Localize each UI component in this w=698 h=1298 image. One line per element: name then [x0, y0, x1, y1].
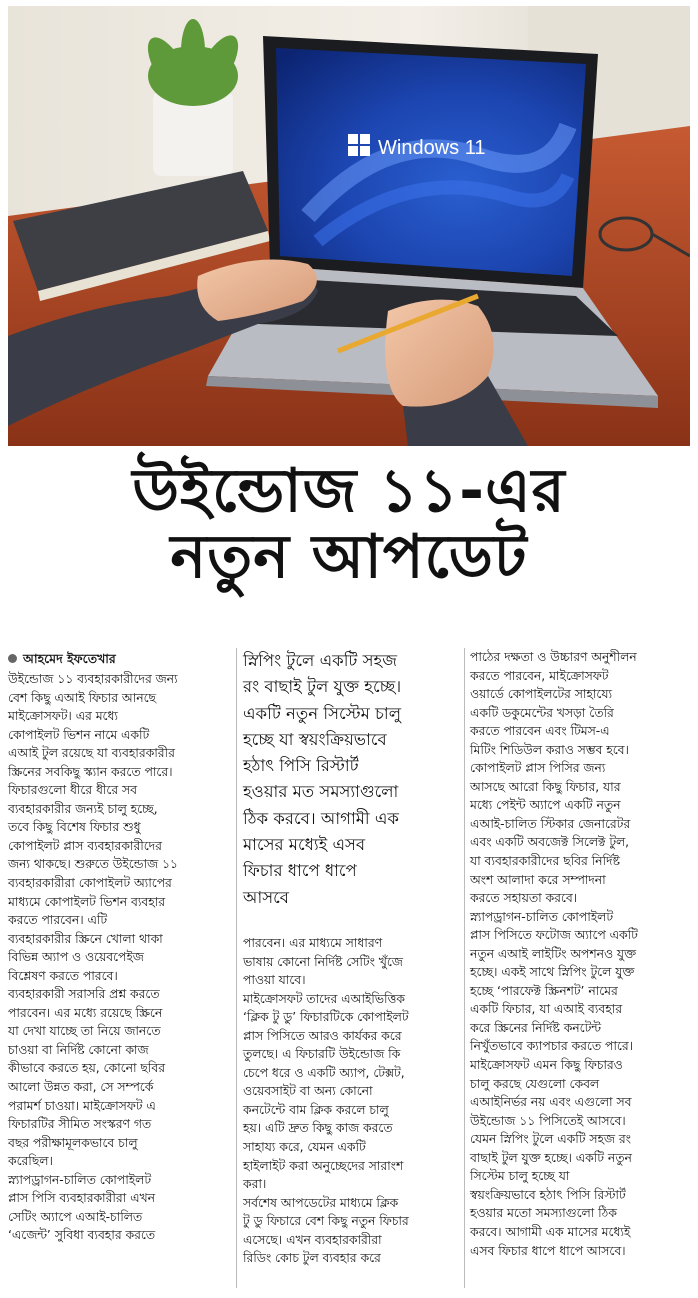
text-line: হচ্ছে। একই সাথে স্নিপিং টুলে যুক্ত — [470, 965, 635, 980]
text-line: মিটিং শিডিউল করাও সম্ভব হবে। — [470, 742, 629, 757]
pull-quote-line: ঠিক করবে। আগামী এক — [243, 808, 399, 828]
text-line: স্বয়ংক্রিয়ভাবে হঠাৎ পিসি রিস্টার্ট — [470, 1187, 626, 1202]
text-line: এবং একটি অবজেক্ট সিলেক্ট টুল, — [470, 835, 630, 850]
text-line: এআই টুল রয়েছে যা ব্যবহারকারীর — [8, 746, 175, 761]
text-line: ‘এজেন্ট’ সুবিধা ব্যবহার করতে — [8, 1228, 156, 1243]
pull-quote — [243, 648, 465, 911]
column-divider — [236, 648, 237, 1288]
article-photo — [8, 6, 690, 446]
headline-line-1: উইন্ডোজ ১১-এর — [132, 456, 566, 526]
text-line: আলো উন্নত করা, সে সম্পর্কে — [8, 1080, 154, 1095]
text-line: মাইক্রোসফট এমন কিছু ফিচারও — [470, 1058, 623, 1073]
text-line: স্ন্যাপড্রাগন-চালিত কোপাইলট — [470, 909, 614, 924]
text-line: পরামর্শ চাওয়া। মাইক্রোসফট এ — [8, 1098, 156, 1113]
text-line: হাইলাইট করা অনুচ্ছেদের সারাংশ — [243, 1158, 404, 1173]
text-line: যেমন স্নিপিং টুলে একটি সহজ রং — [470, 1132, 631, 1147]
article-column-1 — [8, 648, 230, 1245]
text-line: প্লাস পিসিতে ফটোজ অ্যাপে একটি — [470, 928, 638, 943]
pull-quote-line: হওয়ার মত সমস্যাগুলো — [243, 782, 399, 802]
text-line: ওয়েবসাইট বা অন্য কোনো — [243, 1084, 373, 1099]
text-line: বেশ কিছু এআই ফিচার আনছে — [8, 690, 156, 705]
text-line: ওয়ার্ডে কোপাইলটের সাহায্যে — [470, 687, 613, 702]
author-name: আহমেদ ইফতেখার — [23, 651, 116, 666]
text-line: মধ্যে পেইন্ট অ্যাপে একটি নতুন — [470, 798, 621, 813]
text-line: বিশ্লেষণ করতে পারবে। — [8, 968, 118, 983]
bullet-icon — [8, 654, 17, 663]
laptop-photo-illustration — [8, 6, 690, 446]
text-line: ভাষায় কোনো নির্দিষ্ট সেটিং খুঁজে — [243, 954, 403, 969]
text-line: বাছাই টুল যুক্ত হচ্ছে। একটি নতুন — [470, 1150, 632, 1165]
article-column-2 — [243, 934, 465, 1268]
text-line: উইন্ডোজ ১১ পিসিতেই আসবে। — [470, 1113, 626, 1128]
column-1-text — [8, 670, 230, 1245]
byline — [8, 648, 230, 670]
text-line: হয়। এটি দ্রুত কিছু কাজ করতে — [243, 1121, 393, 1136]
text-line: জন্য থাকছে। শুরুতে উইন্ডোজ ১১ — [8, 857, 178, 872]
text-line: ‘ক্লিক টু ডু’ ফিচারটিকে কোপাইলট — [243, 1010, 409, 1025]
text-line: উইন্ডোজ ১১ ব্যবহারকারীদের জন্য — [8, 672, 178, 686]
text-line: কীভাবে করতে হয়, কোনো ছবির — [8, 1061, 166, 1076]
text-line: তুলছে। এ ফিচারটি উইন্ডোজ কি — [243, 1047, 401, 1062]
text-line: কোপাইলট প্লাস ব্যবহারকারীদের — [8, 838, 162, 853]
text-line: ব্যবহারকারীরা কোপাইলট অ্যাপের — [8, 876, 172, 891]
text-line: কনটেন্টে বাম ক্লিক করলে চালু — [243, 1102, 389, 1117]
text-line: ফিচারগুলো ধীরে ধীরে সব — [8, 783, 137, 798]
text-line: নতুন এআই লাইটিং অপশনও যুক্ত — [470, 946, 636, 961]
pull-quote-line: হঠাৎ পিসি রিস্টার্ট — [243, 756, 359, 776]
headline-line-2: নতুন আপডেট — [170, 522, 528, 592]
text-line: করতে সহায়তা করবে। — [470, 891, 578, 906]
text-line: করা। — [243, 1177, 267, 1192]
text-line: সাহায্য করে, যেমন একটি — [243, 1140, 366, 1155]
text-line: অংশ আলাদা করে সম্পাদনা — [470, 872, 606, 887]
text-line: বছর পরীক্ষামূলকভাবে চালু — [8, 1135, 138, 1150]
screen-text: Windows 11 — [378, 137, 486, 159]
text-line: নিখুঁতভাবে ক্যাপচার করতে পারে। — [470, 1039, 633, 1054]
headline — [0, 458, 698, 590]
text-line: বিভিন্ন অ্যাপ ও ওয়েবপেইজ — [8, 950, 144, 965]
text-line: সেটিং অ্যাপে এআই-চালিত — [8, 1209, 143, 1224]
text-line: যা দেখা যাচ্ছে তা নিয়ে জানতে — [8, 1024, 161, 1039]
text-line: প্লাস পিসি ব্যবহারকারীরা এখন — [8, 1191, 155, 1206]
text-line: করেছিল। — [8, 1154, 53, 1169]
pull-quote-line: একটি নতুন সিস্টেম চালু — [243, 703, 401, 723]
article-column-3 — [470, 648, 692, 1260]
pull-quote-line: স্নিপিং টুলে একটি সহজ — [243, 651, 397, 670]
pull-quote-line: রং বাছাই টুল যুক্ত হচ্ছে। — [243, 677, 402, 697]
text-line: স্ক্রিনের সবকিছু স্ক্যান করতে পারে। — [8, 764, 173, 779]
text-line: এসব ফিচার ধাপে ধাপে আসবে। — [470, 1243, 626, 1258]
text-line: হচ্ছে ‘পারফেক্ট স্ক্রিনশট’ নামের — [470, 983, 618, 998]
text-line: ব্যবহারকারী সরাসরি প্রশ্ন করতে — [8, 987, 160, 1002]
text-line: পাঠের দক্ষতা ও উচ্চারণ অনুশীলন — [470, 650, 637, 664]
text-line: এআইনির্ভর নয় এবং এগুলো সব — [470, 1095, 632, 1110]
text-line: করতে পারবেন, মাইক্রোসফট — [470, 668, 609, 683]
text-line: স্ন্যাপড্রাগন-চালিত কোপাইলট — [8, 1172, 152, 1187]
text-line: করে স্ক্রিনের নির্দিষ্ট কনটেন্ট — [470, 1020, 601, 1035]
pull-quote-line: আসবে — [243, 887, 289, 907]
text-line: কোপাইলট প্লাস পিসির জন্য — [470, 761, 606, 776]
text-line: মাইক্রোসফট। এর মধ্যে — [8, 709, 118, 724]
text-line: আসছে আরো কিছু ফিচার, যার — [470, 779, 621, 794]
pull-quote-line: হচ্ছে যা স্বয়ংক্রিয়ভাবে — [243, 729, 387, 749]
text-line: পারবেন। এর মাধ্যমে সাধারণ — [243, 936, 383, 950]
text-line: এসেছে। এখন ব্যবহারকারীরা — [243, 1232, 382, 1247]
text-line: পাওয়া যাবে। — [243, 973, 306, 988]
text-line: এআই-চালিত স্টিকার জেনারেটর — [470, 816, 631, 831]
text-line: পারবেন। এর মধ্যে রয়েছে স্ক্রিনে — [8, 1005, 163, 1020]
text-line: করবে। আগামী এক মাসের মধ্যেই — [470, 1224, 631, 1239]
text-line: করতে পারবেন। এটি — [8, 913, 108, 928]
text-line: একটি ফিচার, যা এআই ব্যবহার — [470, 1002, 622, 1017]
text-line: ব্যবহারকারীর স্ক্রিনে খোলা থাকা — [8, 931, 163, 946]
text-line: প্লাস পিসিতে আরও কার্যকর করে — [243, 1028, 402, 1043]
text-line: একটি ডকুমেন্টের খসড়া তৈরি — [470, 705, 614, 720]
text-line: সিস্টেম চালু হচ্ছে যা — [470, 1169, 570, 1184]
text-line: চেপে ধরে ও একটি অ্যাপ, টেক্সট, — [243, 1065, 405, 1080]
text-line: মাধ্যমে কোপাইলট ভিশন ব্যবহার — [8, 894, 166, 909]
text-line: ফিচারটির সীমিত সংস্করণ গত — [8, 1117, 152, 1132]
text-line: রিডিং কোচ টুল ব্যবহার করে — [243, 1251, 381, 1266]
text-line: টু ডু ফিচারে বেশ কিছু নতুন ফিচার — [243, 1214, 409, 1229]
text-line: তবে কিছু বিশেষ ফিচার শুধু — [8, 820, 141, 835]
pull-quote-line: ফিচার ধাপে ধাপে — [243, 861, 357, 881]
text-line: মাইক্রোসফট তাদের এআইভিত্তিক — [243, 991, 405, 1006]
text-line: যা ব্যবহারকারীদের ছবির নির্দিষ্ট — [470, 854, 620, 869]
text-line: সর্বশেষ আপডেটের মাধ্যমে ক্লিক — [243, 1195, 399, 1210]
text-line: হওয়ার মতো সমস্যাগুলো ঠিক — [470, 1206, 617, 1221]
text-line: ব্যবহারকারীর জন্যই চালু হচ্ছে, — [8, 801, 158, 816]
text-line: চাওয়া বা নির্দিষ্ট কোনো কাজ — [8, 1042, 149, 1057]
pull-quote-line: মাসের মধ্যেই এসব — [243, 835, 366, 855]
text-line: করতে পারবেন এবং টিমস-এ — [470, 724, 610, 739]
text-line: চালু করছে যেগুলো কেবল — [470, 1076, 600, 1091]
text-line: কোপাইলট ভিশন নামে একটি — [8, 727, 150, 742]
